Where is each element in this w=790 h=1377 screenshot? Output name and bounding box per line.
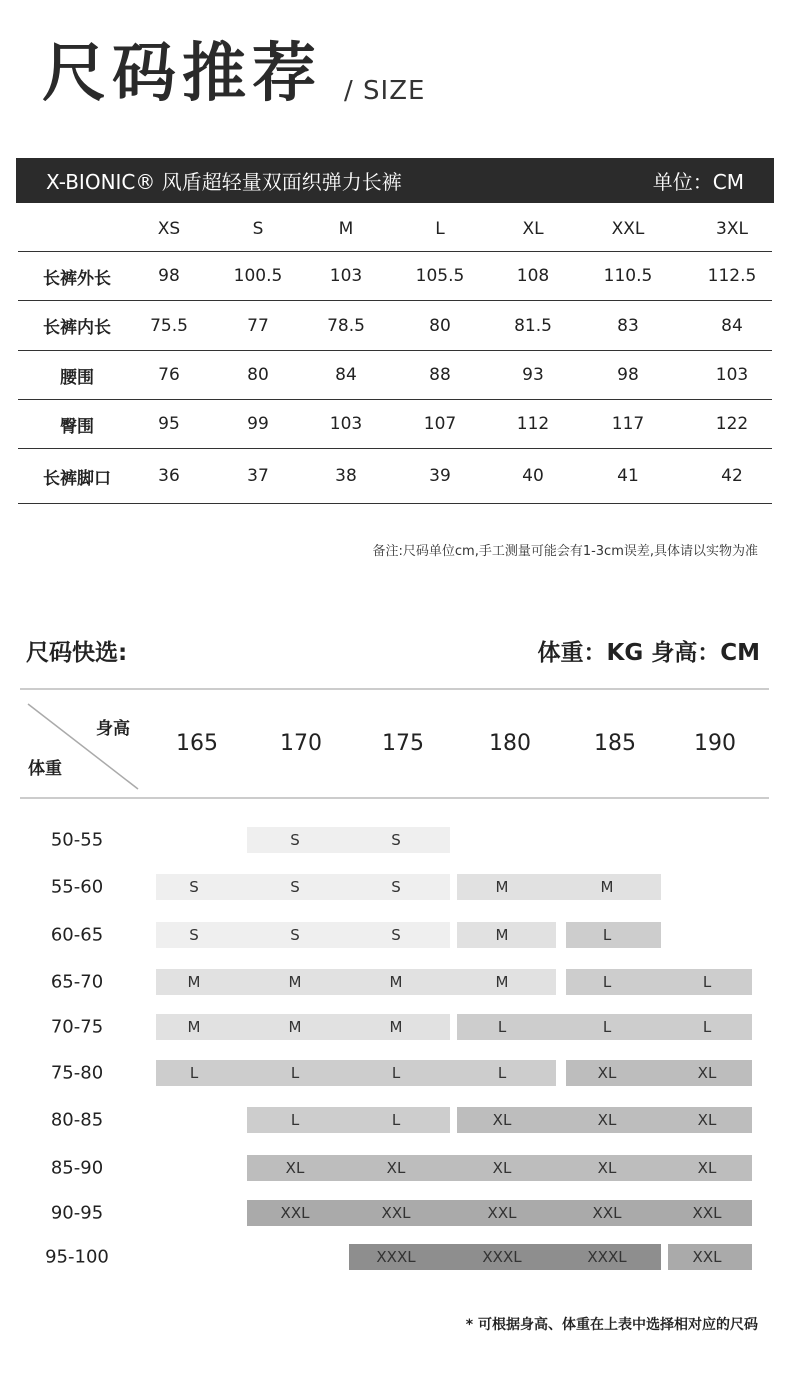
row-label: 长裤内长	[43, 318, 111, 338]
size-segment	[156, 922, 450, 948]
table-cell: 108	[516, 266, 550, 286]
weight-label: 75-80	[50, 1062, 104, 1084]
size-cell-label: L	[602, 1018, 612, 1036]
table-cell: 103	[715, 365, 749, 385]
weight-label: 55-60	[50, 876, 104, 898]
size-row	[18, 301, 772, 351]
table-cell: 88	[429, 365, 451, 385]
size-cell-label: L	[497, 1018, 507, 1036]
table-cell: 80	[429, 315, 451, 336]
height-value: 170	[280, 731, 322, 756]
size-cell-label: XXL	[592, 1204, 622, 1222]
size-cell-label: XXXL	[587, 1248, 627, 1266]
table-cell: 98	[617, 365, 639, 385]
table-cell: 84	[335, 365, 357, 385]
table-cell: 38	[335, 466, 357, 486]
size-cell-label: L	[189, 1064, 199, 1082]
unit-label: 单位：CM	[652, 170, 744, 194]
weight-label: 85-90	[50, 1157, 104, 1179]
corner-weight-label: 体重	[28, 759, 62, 779]
weight-label: 95-100	[45, 1246, 109, 1268]
size-cell-label: XL	[597, 1159, 617, 1177]
row-label: 腰围	[60, 367, 94, 388]
size-header-row	[18, 207, 772, 252]
size-cell-label: XXXL	[482, 1248, 522, 1266]
weight-label: 90-95	[50, 1202, 104, 1224]
size-cell-label: XL	[597, 1064, 617, 1082]
size-segment	[668, 1244, 752, 1270]
table-cell: 76	[158, 365, 180, 385]
size-cell-label: L	[391, 1064, 401, 1082]
weight-label: 50-55	[50, 829, 104, 851]
size-column-header: M	[338, 219, 354, 239]
size-cell-label: S	[290, 878, 300, 896]
page-title: 尺码推荐	[42, 37, 322, 111]
size-cell-label: L	[702, 973, 712, 991]
size-cell-label: L	[290, 1064, 300, 1082]
size-column-header: XL	[522, 219, 544, 239]
size-cell-label: M	[187, 1018, 201, 1036]
size-segment	[156, 1060, 556, 1086]
size-cell-label: S	[189, 926, 199, 944]
size-cell-label: XL	[697, 1111, 717, 1129]
table-cell: 105.5	[415, 266, 465, 286]
size-segment	[247, 1155, 752, 1181]
height-value: 185	[594, 731, 636, 756]
size-cell-label: S	[290, 926, 300, 944]
size-cell-label: XXL	[487, 1204, 517, 1222]
product-name: X-BIONIC® 风盾超轻量双面织弹力长裤	[46, 170, 402, 194]
table-cell: 42	[721, 466, 743, 486]
divider-bottom	[20, 797, 769, 799]
table-cell: 122	[715, 414, 749, 434]
size-column-header: 3XL	[716, 219, 748, 239]
size-cell-label: L	[602, 926, 612, 944]
table-cell: 78.5	[327, 315, 365, 336]
table-cell: 80	[247, 365, 269, 385]
table-cell: 37	[247, 466, 269, 486]
table-cell: 107	[423, 414, 457, 434]
size-row	[18, 400, 772, 449]
table-cell: 83	[617, 315, 639, 336]
selection-note: * 可根据身高、体重在上表中选择相对应的尺码	[465, 1317, 758, 1333]
table-cell: 112.5	[707, 266, 757, 286]
height-value: 175	[382, 731, 424, 756]
weight-label: 65-70	[50, 971, 104, 993]
size-segment	[247, 827, 450, 853]
table-cell: 98	[158, 266, 180, 286]
size-segment	[457, 1014, 752, 1040]
size-segment	[457, 874, 661, 900]
size-cell-label: S	[189, 878, 199, 896]
size-segment	[457, 922, 556, 948]
size-segment	[349, 1244, 661, 1270]
size-cell-label: XXL	[280, 1204, 310, 1222]
size-segment	[247, 1200, 752, 1226]
table-cell: 81.5	[514, 315, 552, 336]
quick-select-title: 尺码快选:	[26, 640, 128, 666]
table-cell: 36	[158, 466, 180, 486]
size-row	[18, 252, 772, 301]
size-cell-label: M	[600, 878, 614, 896]
size-cell-label: XL	[697, 1159, 717, 1177]
table-cell: 84	[721, 315, 743, 336]
table-cell: 103	[329, 414, 363, 434]
size-cell-label: XL	[597, 1111, 617, 1129]
size-cell-label: XL	[492, 1111, 512, 1129]
size-cell-label: M	[389, 973, 403, 991]
row-label: 长裤脚口	[43, 468, 111, 489]
table-cell: 103	[329, 266, 363, 286]
size-segment	[156, 1014, 450, 1040]
weight-label: 80-85	[50, 1109, 104, 1131]
table-cell: 41	[617, 466, 639, 486]
size-cell-label: S	[290, 831, 300, 849]
table-cell: 95	[158, 414, 180, 434]
row-label: 臀围	[60, 416, 94, 437]
height-value: 165	[176, 731, 218, 756]
table-cell: 77	[247, 315, 269, 336]
size-cell-label: XXXL	[376, 1248, 416, 1266]
size-cell-label: M	[495, 878, 509, 896]
size-row	[18, 449, 772, 504]
size-column-header: XS	[157, 219, 181, 239]
table-cell: 117	[611, 414, 645, 434]
corner-height-label: 身高	[96, 719, 130, 739]
size-cell-label: M	[495, 973, 509, 991]
size-cell-label: XXL	[692, 1248, 722, 1266]
height-value: 190	[694, 731, 736, 756]
table-cell: 40	[522, 466, 544, 486]
weight-label: 70-75	[50, 1016, 104, 1038]
table-cell: 110.5	[603, 266, 653, 286]
size-segment	[156, 874, 450, 900]
divider-top	[20, 688, 769, 690]
size-column-header: XXL	[611, 219, 645, 239]
size-cell-label: XXL	[692, 1204, 722, 1222]
table-cell: 75.5	[150, 315, 188, 336]
size-cell-label: M	[389, 1018, 403, 1036]
quick-select-unit: 体重：KG 身高：CM	[537, 640, 760, 666]
table-cell: 100.5	[233, 266, 283, 286]
size-cell-label: L	[602, 973, 612, 991]
size-cell-label: XL	[492, 1159, 512, 1177]
size-segment	[247, 1107, 450, 1133]
size-cell-label: L	[497, 1064, 507, 1082]
size-cell-label: L	[702, 1018, 712, 1036]
table-cell: 99	[247, 414, 269, 434]
page-subtitle: / SIZE	[344, 76, 426, 106]
size-cell-label: XXL	[381, 1204, 411, 1222]
height-value: 180	[489, 731, 531, 756]
size-row	[18, 351, 772, 400]
size-cell-label: L	[391, 1111, 401, 1129]
size-cell-label: S	[391, 926, 401, 944]
measurement-note: 备注:尺码单位cm,手工测量可能会有1-3cm误差,具体请以实物为准	[372, 544, 758, 559]
size-cell-label: M	[288, 973, 302, 991]
size-cell-label: S	[391, 831, 401, 849]
size-segment	[457, 1107, 752, 1133]
size-segment	[156, 969, 556, 995]
size-cell-label: M	[187, 973, 201, 991]
size-table-header	[16, 158, 774, 203]
size-cell-label: XL	[386, 1159, 406, 1177]
size-cell-label: M	[288, 1018, 302, 1036]
size-cell-label: M	[495, 926, 509, 944]
size-segment	[566, 922, 661, 948]
size-column-header: L	[435, 219, 445, 239]
table-cell: 93	[522, 365, 544, 385]
size-cell-label: XL	[285, 1159, 305, 1177]
table-cell: 112	[516, 414, 550, 434]
size-segment	[566, 1060, 752, 1086]
weight-label: 60-65	[50, 924, 104, 946]
size-table	[18, 207, 772, 504]
size-cell-label: S	[391, 878, 401, 896]
size-segment	[566, 969, 752, 995]
row-label: 长裤外长	[43, 268, 111, 289]
table-cell: 39	[429, 466, 451, 486]
size-cell-label: XL	[697, 1064, 717, 1082]
size-column-header: S	[252, 219, 264, 239]
size-cell-label: L	[290, 1111, 300, 1129]
